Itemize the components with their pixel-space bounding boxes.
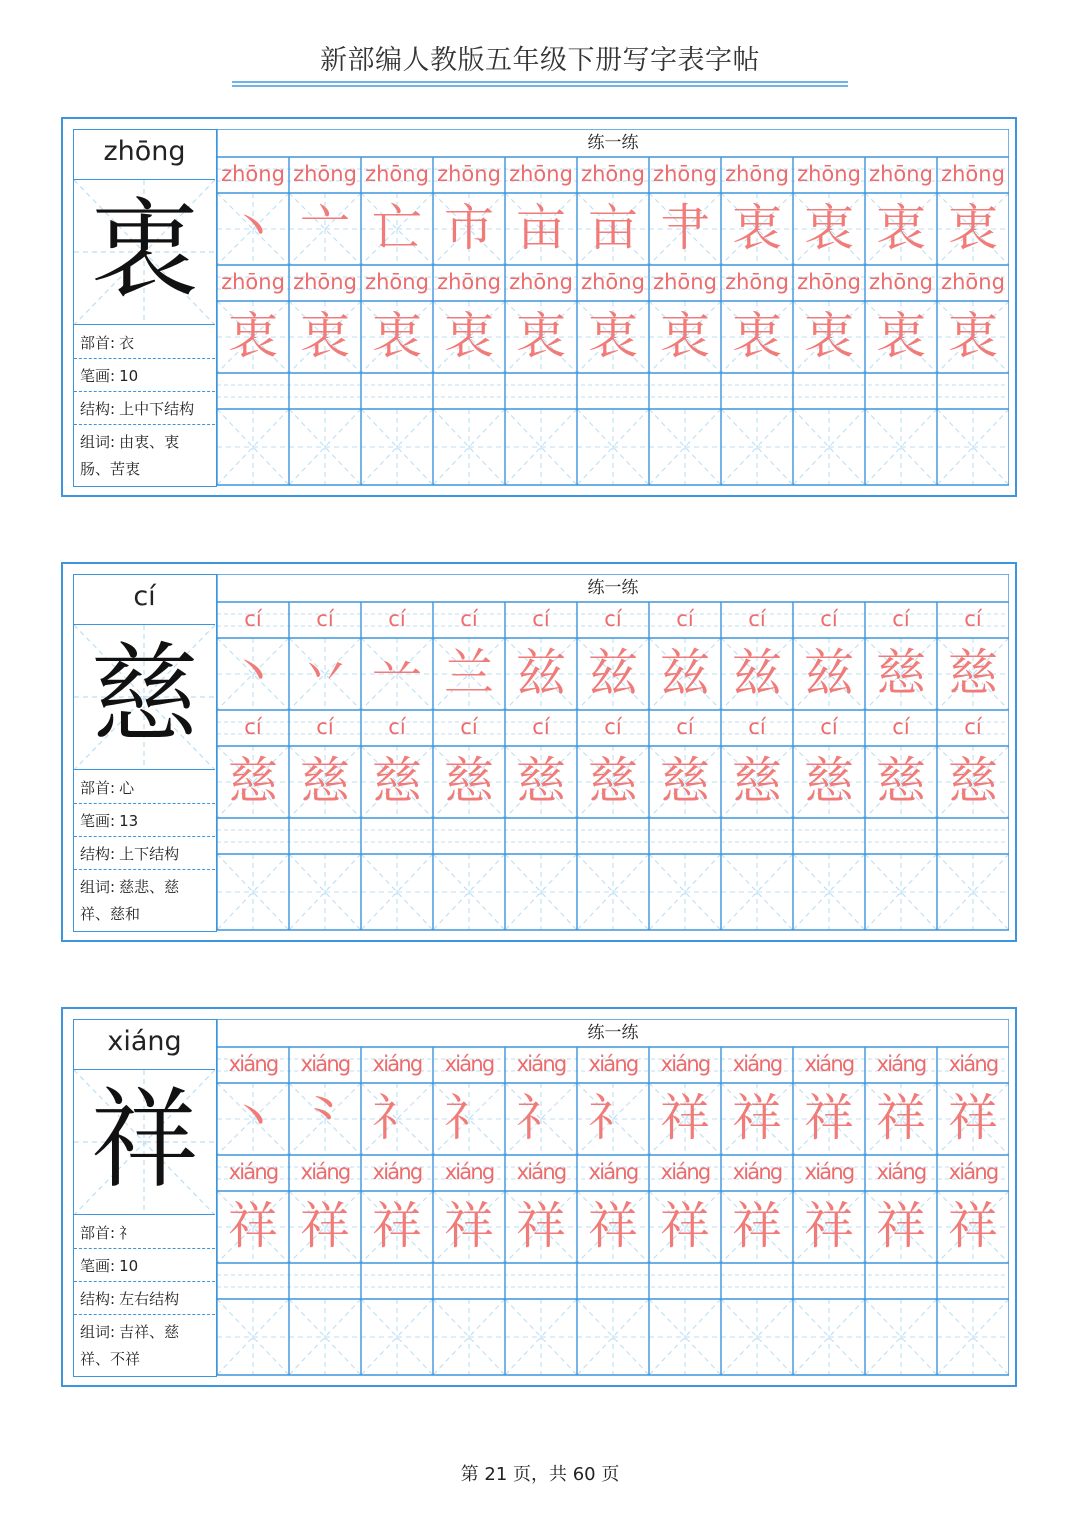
radical-row-label: 部首:: [80, 334, 116, 352]
empty-writing-cell[interactable]: [721, 409, 793, 485]
practice-pinyin: cí: [532, 715, 550, 739]
empty-writing-cell[interactable]: [649, 854, 721, 930]
trace-character: 慈: [516, 752, 566, 810]
practice-pinyin: xiáng: [444, 1052, 494, 1076]
practice-pinyin: xiáng: [516, 1160, 566, 1184]
empty-writing-cell[interactable]: [289, 854, 361, 930]
practice-grid: [217, 129, 1009, 487]
strokes-row: [80, 363, 210, 390]
strokes-row-value: 10: [119, 1257, 139, 1275]
trace-character: 衷: [228, 307, 278, 365]
practice-pinyin: cí: [316, 715, 334, 739]
trace-character: 衷: [372, 307, 422, 365]
empty-writing-cell[interactable]: [217, 854, 289, 930]
practice-pinyin: zhōng: [293, 270, 357, 294]
empty-writing-cell[interactable]: [937, 854, 1009, 930]
practice-pinyin: cí: [244, 715, 262, 739]
practice-pinyin: zhōng: [509, 270, 573, 294]
empty-writing-cell[interactable]: [649, 1299, 721, 1375]
info-divider: [74, 424, 215, 425]
main-character-box: [74, 625, 215, 770]
main-pinyin: cí: [74, 575, 215, 625]
character-card: [61, 1007, 1017, 1387]
practice-grid: [217, 574, 1009, 932]
trace-character: 衷: [804, 307, 854, 365]
stroke-order-step: 礻: [516, 1089, 566, 1147]
radical-row-label: 部首:: [80, 779, 116, 797]
page-title: 新部编人教版五年级下册写字表字帖: [320, 45, 760, 76]
words-line-2: 祥、不祥: [80, 1350, 141, 1368]
structure-row-value: 左右结构: [119, 1290, 180, 1308]
trace-character: 祥: [444, 1197, 494, 1255]
empty-writing-cell[interactable]: [577, 1299, 649, 1375]
words-line-1: 由衷、衷: [119, 433, 180, 451]
empty-writing-cell[interactable]: [505, 1299, 577, 1375]
empty-writing-cell[interactable]: [937, 1299, 1009, 1375]
empty-writing-cell[interactable]: [505, 409, 577, 485]
practice-pinyin: zhōng: [581, 270, 645, 294]
structure-row: [80, 1286, 210, 1313]
trace-character: 衷: [732, 307, 782, 365]
practice-pinyin: cí: [676, 607, 694, 631]
info-divider: [74, 358, 215, 359]
practice-pinyin: xiáng: [876, 1052, 926, 1076]
character-card: [61, 562, 1017, 942]
trace-character: 祥: [804, 1197, 854, 1255]
page-footer: 第 21 页，共 60 页: [460, 1464, 620, 1485]
practice-pinyin: cí: [748, 607, 766, 631]
empty-writing-cell[interactable]: [865, 1299, 937, 1375]
practice-pinyin: zhōng: [941, 162, 1005, 186]
practice-pinyin: xiáng: [804, 1052, 854, 1076]
trace-character: 慈: [804, 752, 854, 810]
info-divider: [74, 391, 215, 392]
stroke-order-step: 礻: [588, 1089, 638, 1147]
empty-writing-cell[interactable]: [361, 854, 433, 930]
practice-pinyin: zhōng: [653, 270, 717, 294]
trace-character: 慈: [300, 752, 350, 810]
stroke-order-step: 兹: [732, 644, 782, 702]
info-divider: [74, 1281, 215, 1282]
practice-pinyin: zhōng: [437, 270, 501, 294]
trace-character: 慈: [732, 752, 782, 810]
empty-writing-cell[interactable]: [217, 409, 289, 485]
practice-pinyin: cí: [964, 607, 982, 631]
trace-character: 衷: [660, 307, 710, 365]
stroke-order-step: 兹: [804, 644, 854, 702]
strokes-row: [80, 808, 210, 835]
radical-row-value: 心: [119, 779, 135, 797]
title-underline-top: [232, 81, 848, 83]
stroke-order-step: 祥: [732, 1089, 782, 1147]
strokes-row: [80, 1253, 210, 1280]
stroke-order-step: 兹: [516, 644, 566, 702]
practice-pinyin: zhōng: [725, 162, 789, 186]
character-info-panel: [73, 574, 217, 932]
trace-character: 慈: [372, 752, 422, 810]
practice-pinyin: cí: [388, 715, 406, 739]
stroke-order-step: 慈: [876, 644, 926, 702]
practice-pinyin: cí: [820, 607, 838, 631]
practice-pinyin: cí: [892, 715, 910, 739]
trace-character: 祥: [516, 1197, 566, 1255]
practice-pinyin: xiáng: [372, 1160, 422, 1184]
practice-pinyin: xiáng: [228, 1052, 278, 1076]
title-underline-bottom: [232, 85, 848, 87]
trace-character: 衷: [948, 307, 998, 365]
stroke-order-step: 亩: [516, 199, 566, 257]
practice-pinyin: cí: [244, 607, 262, 631]
structure-row: [80, 396, 210, 423]
practice-pinyin: cí: [964, 715, 982, 739]
words-row: [80, 429, 210, 483]
empty-writing-cell[interactable]: [721, 1299, 793, 1375]
practice-pinyin: xiáng: [228, 1160, 278, 1184]
empty-writing-cell[interactable]: [577, 854, 649, 930]
main-character: 慈: [90, 633, 199, 758]
trace-character: 祥: [372, 1197, 422, 1255]
words-line-2: 祥、慈和: [80, 905, 141, 923]
trace-character: 祥: [660, 1197, 710, 1255]
info-divider: [74, 1248, 215, 1249]
empty-writing-cell[interactable]: [577, 409, 649, 485]
words-line-2: 肠、苦衷: [80, 460, 141, 478]
trace-character: 慈: [876, 752, 926, 810]
trace-character: 祥: [228, 1197, 278, 1255]
trace-character: 慈: [948, 752, 998, 810]
practice-header: 练一练: [587, 1023, 639, 1043]
words-row: [80, 1319, 210, 1373]
structure-row-label: 结构:: [80, 400, 116, 418]
stroke-order-step: 衷: [804, 199, 854, 257]
practice-pinyin: zhōng: [293, 162, 357, 186]
radical-row-label: 部首:: [80, 1224, 116, 1242]
practice-pinyin: xiáng: [660, 1160, 710, 1184]
empty-writing-cell[interactable]: [433, 409, 505, 485]
stroke-order-step: 祥: [804, 1089, 854, 1147]
structure-row-value: 上中下结构: [119, 400, 195, 418]
practice-pinyin: zhōng: [797, 162, 861, 186]
main-character: 祥: [90, 1078, 199, 1203]
practice-pinyin: xiáng: [588, 1052, 638, 1076]
practice-pinyin: cí: [460, 607, 478, 631]
empty-writing-cell[interactable]: [433, 1299, 505, 1375]
empty-writing-cell[interactable]: [865, 409, 937, 485]
trace-character: 衷: [876, 307, 926, 365]
practice-pinyin: cí: [460, 715, 478, 739]
stroke-order-step: 市: [444, 199, 494, 257]
practice-pinyin: xiáng: [588, 1160, 638, 1184]
words-row: [80, 874, 210, 928]
empty-writing-cell[interactable]: [793, 854, 865, 930]
practice-pinyin: cí: [604, 607, 622, 631]
strokes-row-label: 笔画:: [80, 367, 116, 385]
structure-row-label: 结构:: [80, 845, 116, 863]
practice-pinyin: xiáng: [372, 1052, 422, 1076]
trace-character: 衷: [444, 307, 494, 365]
trace-character: 祥: [948, 1197, 998, 1255]
practice-pinyin: xiáng: [732, 1052, 782, 1076]
practice-pinyin: cí: [604, 715, 622, 739]
stroke-order-step: 慈: [948, 644, 998, 702]
trace-character: 衷: [516, 307, 566, 365]
practice-pinyin: zhōng: [941, 270, 1005, 294]
practice-pinyin: xiáng: [804, 1160, 854, 1184]
stroke-order-step: 兰: [444, 644, 494, 702]
practice-pinyin: zhōng: [653, 162, 717, 186]
words-row-label: 组词:: [80, 1323, 116, 1341]
practice-pinyin: cí: [388, 607, 406, 631]
radical-row-value: 礻: [119, 1224, 135, 1242]
stroke-order-step: 亩: [588, 199, 638, 257]
trace-character: 祥: [588, 1197, 638, 1255]
stroke-order-step: 衷: [948, 199, 998, 257]
trace-character: 祥: [300, 1197, 350, 1255]
info-divider: [74, 803, 215, 804]
stroke-order-step: 祥: [660, 1089, 710, 1147]
practice-pinyin: zhōng: [869, 270, 933, 294]
practice-header: 练一练: [587, 578, 639, 598]
empty-writing-cell[interactable]: [433, 854, 505, 930]
radical-row: [80, 775, 210, 802]
stroke-order-step: 兹: [660, 644, 710, 702]
stroke-order-step: 祥: [948, 1089, 998, 1147]
character-info-panel: [73, 129, 217, 487]
stroke-order-step: 礻: [372, 1089, 422, 1147]
stroke-order-step: 祥: [876, 1089, 926, 1147]
words-line-1: 慈悲、慈: [119, 878, 180, 896]
words-line-1: 吉祥、慈: [119, 1323, 180, 1341]
practice-pinyin: zhōng: [869, 162, 933, 186]
practice-grid: [217, 1019, 1009, 1377]
practice-pinyin: xiáng: [876, 1160, 926, 1184]
practice-pinyin: zhōng: [437, 162, 501, 186]
practice-header: 练一练: [587, 133, 639, 153]
practice-pinyin: cí: [820, 715, 838, 739]
words-row-label: 组词:: [80, 433, 116, 451]
strokes-row-value: 13: [119, 812, 139, 830]
practice-pinyin: xiáng: [516, 1052, 566, 1076]
stroke-order-step: 衷: [732, 199, 782, 257]
trace-character: 慈: [444, 752, 494, 810]
empty-writing-cell[interactable]: [217, 1299, 289, 1375]
trace-character: 慈: [660, 752, 710, 810]
practice-pinyin: xiáng: [948, 1052, 998, 1076]
words-row-label: 组词:: [80, 878, 116, 896]
info-divider: [74, 869, 215, 870]
stroke-order-step: 丶: [228, 1089, 278, 1147]
info-divider: [74, 836, 215, 837]
practice-pinyin: zhōng: [365, 270, 429, 294]
empty-writing-cell[interactable]: [793, 1299, 865, 1375]
practice-pinyin: zhōng: [221, 270, 285, 294]
practice-pinyin: zhōng: [221, 162, 285, 186]
practice-pinyin: zhōng: [725, 270, 789, 294]
strokes-row-label: 笔画:: [80, 1257, 116, 1275]
structure-row-value: 上下结构: [119, 845, 180, 863]
practice-pinyin: xiáng: [732, 1160, 782, 1184]
practice-pinyin: xiáng: [300, 1160, 350, 1184]
main-character-box: [74, 1070, 215, 1215]
stroke-order-step: 丶: [228, 644, 278, 702]
structure-row: [80, 841, 210, 868]
stroke-order-step: 亠: [300, 199, 350, 257]
empty-writing-cell[interactable]: [793, 409, 865, 485]
radical-row-value: 衣: [119, 334, 135, 352]
practice-pinyin: zhōng: [581, 162, 645, 186]
empty-writing-cell[interactable]: [289, 409, 361, 485]
practice-pinyin: cí: [532, 607, 550, 631]
strokes-row-label: 笔画:: [80, 812, 116, 830]
practice-pinyin: zhōng: [509, 162, 573, 186]
trace-character: 慈: [588, 752, 638, 810]
stroke-order-step: 丷: [300, 644, 350, 702]
trace-character: 衷: [300, 307, 350, 365]
main-character-box: [74, 180, 215, 325]
practice-pinyin: cí: [892, 607, 910, 631]
trace-character: 慈: [228, 752, 278, 810]
stroke-order-step: 兹: [588, 644, 638, 702]
empty-writing-cell[interactable]: [649, 409, 721, 485]
stroke-order-step: ⺀: [300, 1089, 350, 1147]
info-divider: [74, 1314, 215, 1315]
empty-writing-cell[interactable]: [505, 854, 577, 930]
practice-pinyin: cí: [748, 715, 766, 739]
stroke-order-step: 䒑: [372, 644, 422, 702]
radical-row: [80, 330, 210, 357]
stroke-order-step: 肀: [660, 199, 710, 257]
practice-pinyin: zhōng: [365, 162, 429, 186]
strokes-row-value: 10: [119, 367, 139, 385]
empty-writing-cell[interactable]: [361, 409, 433, 485]
trace-character: 衷: [588, 307, 638, 365]
radical-row: [80, 1220, 210, 1247]
main-pinyin: xiáng: [74, 1020, 215, 1070]
trace-character: 祥: [732, 1197, 782, 1255]
trace-character: 祥: [876, 1197, 926, 1255]
practice-pinyin: xiáng: [300, 1052, 350, 1076]
stroke-order-step: 亡: [372, 199, 422, 257]
empty-writing-cell[interactable]: [865, 854, 937, 930]
practice-pinyin: cí: [316, 607, 334, 631]
practice-pinyin: xiáng: [948, 1160, 998, 1184]
character-card: [61, 117, 1017, 497]
main-pinyin: zhōng: [74, 130, 215, 180]
character-info-panel: [73, 1019, 217, 1377]
practice-pinyin: xiáng: [444, 1160, 494, 1184]
empty-writing-cell[interactable]: [937, 409, 1009, 485]
stroke-order-step: 衷: [876, 199, 926, 257]
empty-writing-cell[interactable]: [361, 1299, 433, 1375]
practice-pinyin: xiáng: [660, 1052, 710, 1076]
main-character: 衷: [90, 188, 199, 313]
practice-pinyin: zhōng: [797, 270, 861, 294]
structure-row-label: 结构:: [80, 1290, 116, 1308]
empty-writing-cell[interactable]: [721, 854, 793, 930]
stroke-order-step: 丶: [228, 199, 278, 257]
stroke-order-step: 礻: [444, 1089, 494, 1147]
empty-writing-cell[interactable]: [289, 1299, 361, 1375]
practice-pinyin: cí: [676, 715, 694, 739]
